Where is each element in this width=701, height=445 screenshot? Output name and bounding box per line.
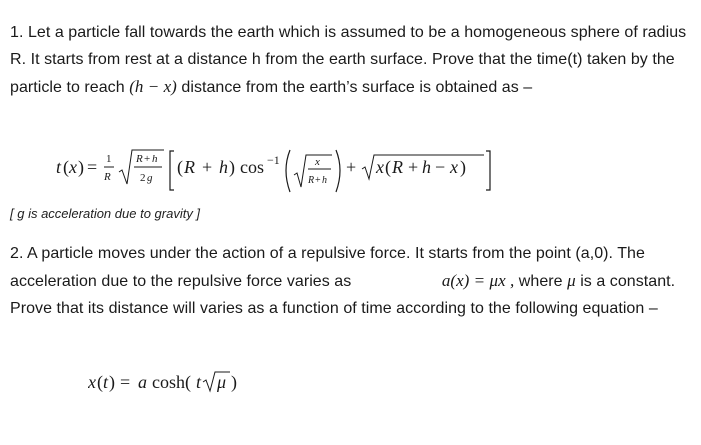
problem-2-statement (10, 240, 694, 322)
problem-1-equation (56, 142, 656, 200)
svg-text:+: + (408, 157, 419, 177)
svg-text:(: ( (97, 372, 103, 392)
svg-text:+: + (315, 175, 321, 186)
problem-2-text-mid: where (518, 273, 563, 290)
svg-text:x: x (69, 157, 77, 177)
svg-text:x: x (376, 157, 384, 177)
problem-2-text-end: is a constant. Prove that its distance will varies as a function of time according to the following equation – (10, 273, 676, 317)
svg-text:2: 2 (140, 172, 146, 184)
svg-text:g: g (147, 172, 153, 184)
svg-text:+: + (202, 157, 213, 177)
svg-text:h: h (152, 153, 158, 165)
svg-text:x: x (88, 372, 96, 392)
problem-1-text-end: distance from the earth’s surface is obtained as – (181, 79, 533, 96)
svg-text:+: + (346, 157, 357, 177)
svg-text:): ) (231, 372, 237, 392)
svg-text:=: = (120, 372, 131, 392)
problem-2-equation (88, 368, 388, 398)
svg-text:t: t (103, 372, 109, 392)
svg-text:R: R (136, 153, 143, 165)
svg-text:a: a (138, 372, 147, 392)
svg-text:μ: μ (217, 372, 227, 392)
svg-text:): ) (229, 157, 235, 177)
svg-text:cosh(: cosh( (152, 372, 191, 392)
svg-text:−: − (435, 157, 446, 177)
svg-text:R: R (104, 171, 111, 183)
problem-2-acceleration-expression: a(x) = μx , (441, 271, 515, 290)
problem-1-text: 1. Let a particle fall towards the earth which is assumed to be a homogeneous sphere of radius R. It starts from rest at a distance h from the earth surface. Prove that the time(t) taken by the particle to reach (10, 24, 687, 96)
svg-text:x: x (315, 156, 320, 168)
problem-1-equation-graphic (56, 142, 656, 200)
svg-text:h: h (422, 157, 431, 177)
svg-text:+: + (144, 153, 151, 165)
svg-text:R: R (184, 157, 195, 177)
gravity-note: [ g is acceleration due to gravity ] (10, 206, 201, 221)
problem-2-mu-symbol: μ (567, 271, 576, 290)
svg-text:R: R (308, 175, 315, 186)
svg-text:(: ( (63, 157, 69, 177)
svg-text:x: x (450, 157, 458, 177)
svg-text:−1: −1 (267, 153, 280, 167)
svg-text:): ) (78, 157, 84, 177)
svg-text:(: ( (177, 157, 183, 177)
svg-text:cos: cos (240, 157, 264, 177)
svg-text:): ) (109, 372, 115, 392)
svg-text:(: ( (385, 157, 391, 177)
svg-text:=: = (87, 157, 98, 177)
svg-text:t: t (196, 372, 202, 392)
svg-text:1: 1 (106, 153, 112, 165)
svg-text:): ) (460, 157, 466, 177)
svg-text:h: h (322, 175, 327, 186)
svg-text:h: h (219, 157, 228, 177)
problem-2-equation-graphic (88, 368, 388, 398)
problem-1-distance-expression: (h − x) (129, 77, 177, 96)
svg-text:t: t (56, 157, 62, 177)
problem-1-statement (10, 19, 694, 101)
svg-text:R: R (392, 157, 403, 177)
problem-2-text: 2. A particle moves under the action of a repulsive force. It starts from the point (a,0). The acceleration due to the repulsive force varies as (10, 245, 645, 290)
